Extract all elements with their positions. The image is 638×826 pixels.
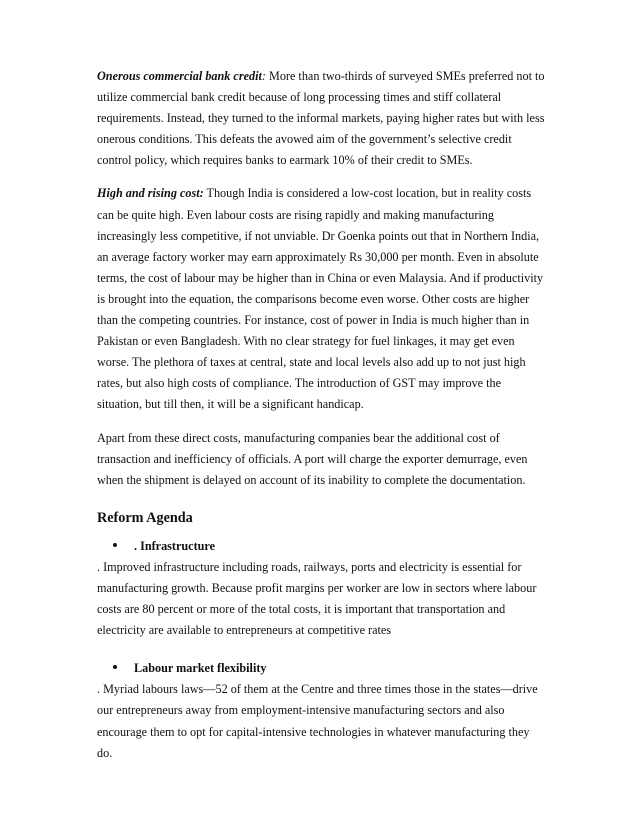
- labour-flexibility-paragraph: . Myriad labours laws—52 of them at the Centre and three times those in the states—drive our entrepreneurs away from employment-intensive manufacturing sectors and also encourage them to opt for capital-intensive technologies in whatever manufacturing they do.: [97, 682, 538, 760]
- onerous-credit-colon: :: [261, 69, 266, 83]
- infrastructure-title: . Infrastructure: [134, 538, 216, 553]
- onerous-credit-lead: Onerous commercial bank credit: [97, 69, 262, 83]
- rising-cost-text: Though India is considered a low-cost location, but in reality costs can be quite high. Even labour costs are rising rapidly and making manufacturing increasingly less competitive, if not unviable. Dr Goenka points out that in Northern India, an average factory worker may earn approximately Rs 30,000 per month. Even in absolute terms, the cost of labour may be higher than in China or even Malaysia. And if productivity is brought into the equation, the comparisons become even worse. Other costs are higher than the competing countries. For instance, cost of power in India is much higher than in Pakistan or even Bangladesh. With no clear strategy for fuel linkages, it may get even worse. The plethora of taxes at central, state and local levels also add up to not just high rates, but also high costs of compliance. The introduction of GST may improve the situation, but till then, it will be a significant handicap.: [97, 186, 544, 412]
- rising-cost-paragraph: [97, 183, 547, 415]
- labour-flexibility-title: Labour market flexibility: [134, 661, 267, 676]
- labour-flexibility-bullet: [113, 658, 547, 679]
- document-page: [97, 66, 547, 764]
- infrastructure-paragraph: . Improved infrastructure including roads, railways, ports and electricity is essential for manufacturing growth. Because profit margins per worker are low in sectors where labour costs are 80 percent or more of the total costs, it is important that transportation and electricity are available to entrepreneurs at competitive rates: [97, 559, 537, 638]
- onerous-credit-paragraph: [97, 66, 547, 171]
- infrastructure-bullet: [113, 536, 547, 557]
- direct-costs-paragraph: Apart from these direct costs, manufacturing companies bear the additional cost of transaction and inefficiency of officials. A port will charge the exporter demurrage, even when the shipment is delayed on account of its inability to complete the documentation.: [97, 430, 528, 487]
- bullet-dot-icon: [113, 543, 117, 547]
- onerous-credit-text: More than two-thirds of surveyed SMEs preferred not to utilize commercial bank credit because of long processing times and stiff collateral requirements. Instead, they turned to the informal markets, paying higher rates but with less onerous conditions. This defeats the avowed aim of the government’s selective credit control policy, which requires banks to earmark 10% of their credit to SMEs.: [97, 69, 545, 168]
- bullet-dot-icon: [113, 665, 117, 669]
- rising-cost-lead: High and rising cost:: [97, 186, 204, 201]
- reform-agenda-heading: Reform Agenda: [97, 509, 193, 526]
